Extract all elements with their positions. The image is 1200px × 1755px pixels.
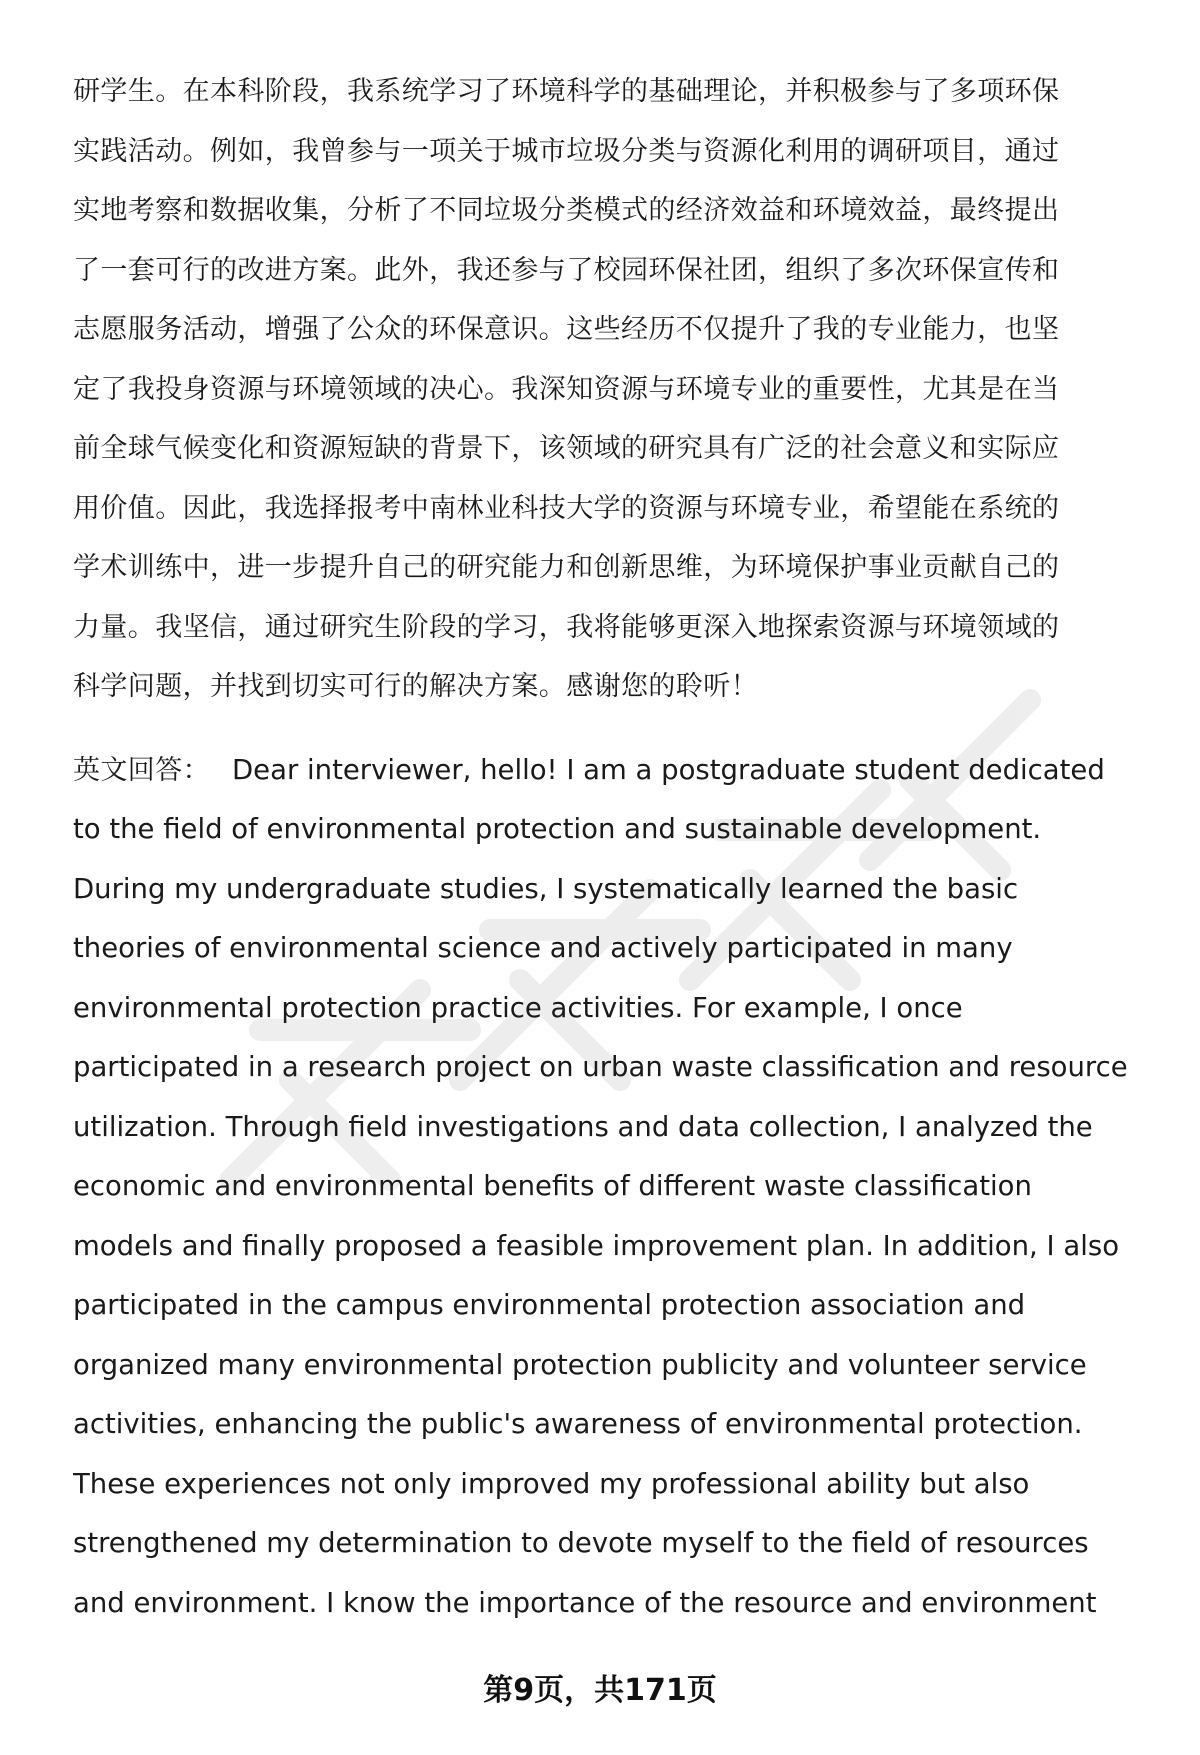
english-answer-line: economic and environmental benefits of different waste classification bbox=[73, 1170, 1032, 1202]
english-answer-line: activities, enhancing the public's awareness of environmental protection. bbox=[73, 1408, 1083, 1440]
chinese-answer-line: 研学生。在本科阶段，我系统学习了环境科学的基础理论，并积极参与了多项环保 bbox=[73, 76, 1060, 107]
chinese-answer-line: 学术训练中，进一步提升自己的研究能力和创新思维，为环境保护事业贡献自己的 bbox=[73, 552, 1060, 583]
english-answer-line: theories of environmental science and actively participated in many bbox=[73, 932, 1013, 964]
page-number-footer: 第9页，共171页 bbox=[483, 1673, 717, 1708]
english-answer-line: organized many environmental protection publicity and volunteer service bbox=[73, 1348, 1087, 1381]
english-answer-first-line bbox=[73, 741, 1158, 801]
chinese-answer-line: 实地考察和数据收集，分析了不同垃圾分类模式的经济效益和环境效益，最终提出 bbox=[73, 195, 1060, 226]
english-answer-line: participated in the campus environmental protection association and bbox=[73, 1289, 1026, 1321]
document-body bbox=[73, 62, 1158, 1633]
english-answer-label: 英文回答： bbox=[73, 754, 210, 786]
chinese-answer-line: 志愿服务活动，增强了公众的环保意识。这些经历不仅提升了我的专业能力，也坚 bbox=[73, 314, 1060, 345]
english-answer-first-text: Dear interviewer, hello! I am a postgraduate student dedicated bbox=[232, 753, 1105, 786]
english-answer-line: environmental protection practice activities. For example, I once bbox=[73, 991, 963, 1024]
english-answer-line: These experiences not only improved my professional ability but also bbox=[73, 1467, 1030, 1500]
chinese-answer-line: 定了我投身资源与环境领域的决心。我深知资源与环境专业的重要性，尤其是在当 bbox=[73, 373, 1060, 405]
english-answer-section bbox=[73, 741, 1158, 1634]
english-answer-line: During my undergraduate studies, I systematically learned the basic bbox=[73, 872, 1019, 905]
chinese-answer-line: 实践活动。例如，我曾参与一项关于城市垃圾分类与资源化利用的调研项目，通过 bbox=[73, 135, 1060, 167]
english-answer-line: utilization. Through field investigations and data collection, I analyzed the bbox=[73, 1110, 1093, 1143]
chinese-answer-line: 科学问题，并找到切实可行的解决方案。感谢您的聆听！ bbox=[73, 671, 758, 702]
chinese-answer-line: 前全球气候变化和资源短缺的背景下，该领域的研究具有广泛的社会意义和实际应 bbox=[73, 433, 1060, 464]
english-answer-line: participated in a research project on urban waste classification and resource bbox=[73, 1051, 1128, 1083]
english-answer-line: and environment. I know the importance of the resource and environment bbox=[73, 1586, 1097, 1619]
chinese-answer-line: 用价值。因此，我选择报考中南林业科技大学的资源与环境专业，希望能在系统的 bbox=[73, 492, 1060, 524]
section-gap bbox=[73, 717, 1158, 741]
english-answer-line: to the field of environmental protection and sustainable development. bbox=[73, 813, 1042, 845]
english-answer-line: models and finally proposed a feasible improvement plan. In addition, I also bbox=[73, 1229, 1120, 1262]
chinese-answer-line: 力量。我坚信，通过研究生阶段的学习，我将能够更深入地探索资源与环境领域的 bbox=[73, 611, 1060, 643]
chinese-answer-section bbox=[73, 62, 1158, 717]
chinese-answer-line: 了一套可行的改进方案。此外，我还参与了校园环保社团，组织了多次环保宣传和 bbox=[73, 254, 1060, 286]
english-answer-line: strengthened my determination to devote myself to the field of resources bbox=[73, 1527, 1089, 1559]
